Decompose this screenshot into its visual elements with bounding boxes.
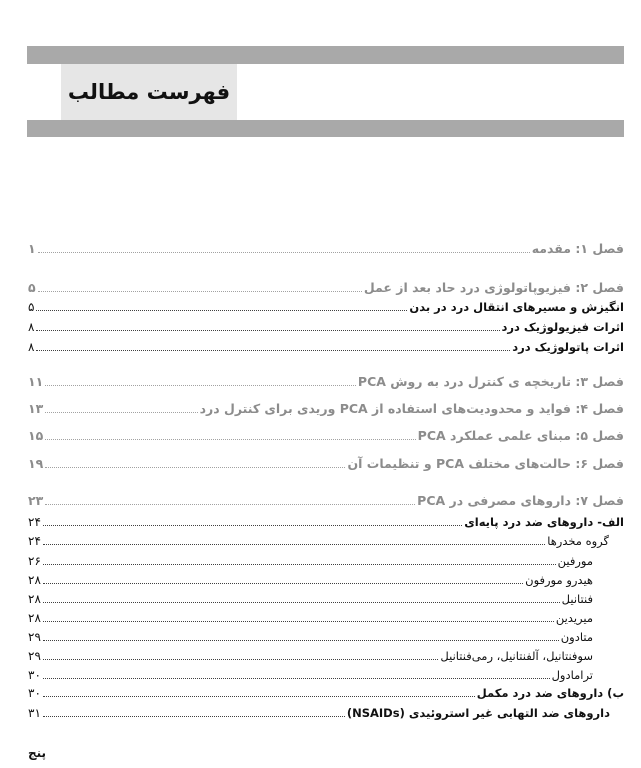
toc-entry-title: اثرات پاتولوژیک درد: [512, 340, 624, 354]
toc-page-number: ۸: [28, 320, 35, 334]
toc-entry-title: فصل ۲: فیزیوپاتولوژی درد حاد بعد از عمل: [363, 280, 624, 295]
toc-entry-title: مورفین: [557, 554, 593, 568]
toc-page-number: ۵: [28, 280, 36, 295]
dot-leader: [43, 715, 345, 717]
toc-page-number: ۲۶: [28, 554, 41, 568]
dot-leader: [43, 582, 523, 584]
toc-chapter-entry[interactable]: [28, 373, 624, 391]
toc-entry-title: هیدرو مورفون: [525, 573, 593, 587]
toc-entry-title: الف- داروهای ضد درد پایه‌ای: [464, 515, 624, 529]
toc-entry[interactable]: [28, 338, 624, 356]
toc-entry[interactable]: [28, 552, 593, 570]
toc-entry-title: فنتانیل: [561, 592, 593, 606]
toc-entry[interactable]: [28, 532, 609, 550]
dot-leader: [43, 601, 560, 603]
toc-entry[interactable]: [28, 628, 593, 646]
toc-page-number: ۲۸: [28, 611, 41, 625]
toc-page-number: ۱۵: [28, 428, 44, 443]
toc-page-number: ۵: [28, 300, 35, 314]
toc-entry-title: ب) داروهای ضد درد مکمل: [476, 686, 624, 700]
dot-leader: [43, 563, 556, 565]
dot-leader: [45, 384, 356, 386]
toc-chapter-entry[interactable]: [28, 279, 624, 297]
dot-leader: [45, 503, 415, 505]
dot-leader: [36, 329, 499, 331]
dot-leader: [43, 620, 554, 622]
dot-leader: [45, 411, 197, 413]
toc-page-number: ۲۸: [28, 592, 41, 606]
toc-entry-title: فصل ۳: تاریخچه ی کنترل درد به روش PCA: [357, 374, 624, 389]
toc-entry-title: ترامادول: [551, 668, 593, 682]
toc-page-number: ۲۴: [28, 534, 41, 548]
dot-leader: [45, 466, 345, 468]
dot-leader: [43, 658, 439, 660]
toc-chapter-entry[interactable]: [28, 400, 624, 418]
toc-page-number: ۱۱: [28, 374, 44, 389]
toc-entry-title: فصل ۶: حالت‌های مختلف PCA و تنظیمات آن: [347, 456, 624, 471]
toc-chapter-entry[interactable]: [28, 427, 624, 445]
toc-page-number: ۲۹: [28, 649, 41, 663]
dot-leader: [43, 695, 475, 697]
toc-page-number: ۸: [28, 340, 35, 354]
dot-leader: [43, 639, 559, 641]
dot-leader: [36, 309, 407, 311]
toc-entry-title: انگیزش و مسیرهای انتقال درد در بدن: [409, 300, 624, 314]
toc-entry[interactable]: [28, 647, 593, 665]
toc-entry-title: اثرات فیزیولوژیک درد: [501, 320, 624, 334]
toc-entry-title: داروهای ضد التهابی غیر استروئیدی (NSAIDs): [346, 706, 610, 720]
toc-page-number: ۱۳: [28, 401, 44, 416]
toc-page-number: ۳۱: [28, 706, 41, 720]
toc-chapter-entry[interactable]: [28, 455, 624, 473]
dot-leader: [43, 524, 462, 526]
toc-entry-title: گروه مخدرها: [547, 534, 609, 548]
toc-entry[interactable]: [28, 298, 624, 316]
toc-entry-title: فصل ۵: مبنای علمی عملکرد PCA: [417, 428, 624, 443]
toc-entry[interactable]: [28, 704, 610, 722]
toc-entry[interactable]: [28, 666, 593, 684]
toc-entry-title: فصل ۱: مقدمه: [531, 241, 624, 256]
toc-chapter-entry[interactable]: [28, 492, 624, 510]
toc-entry[interactable]: [28, 609, 593, 627]
dot-leader: [38, 290, 362, 292]
dot-leader: [43, 543, 545, 545]
toc-entry[interactable]: [28, 590, 593, 608]
toc-chapter-entry[interactable]: [28, 240, 624, 258]
toc-page-number: ۱: [28, 241, 36, 256]
page-number-footer: پنج: [28, 746, 47, 760]
toc-entry[interactable]: [28, 571, 593, 589]
toc-entry[interactable]: [28, 318, 624, 336]
toc-page-number: ۲۴: [28, 515, 41, 529]
toc-entry-title: میریدین: [555, 611, 593, 625]
toc-entry[interactable]: [28, 513, 624, 531]
toc-page-number: ۲۹: [28, 630, 41, 644]
toc-entry[interactable]: [28, 684, 624, 702]
toc-entry-title: سوفنتانیل، آلفنتانیل، رمی‌فنتانیل: [440, 649, 593, 663]
toc-entry-title: متادون: [560, 630, 593, 644]
toc-page-number: ۳۰: [28, 686, 41, 700]
toc-entry-title: فصل ۴: فواید و محدودیت‌های استفاده از PCA وریدی برای کنترل درد: [199, 401, 624, 416]
dot-leader: [45, 438, 415, 440]
toc-entry-title: فصل ۷: داروهای مصرفی در PCA: [417, 493, 624, 508]
toc-page-number: ۳۰: [28, 668, 41, 682]
toc-page-number: ۲۳: [28, 493, 44, 508]
dot-leader: [43, 677, 550, 679]
toc-page-number: ۲۸: [28, 573, 41, 587]
page-title: فهرست مطالب: [67, 80, 231, 104]
toc-page-number: ۱۹: [28, 456, 44, 471]
dot-leader: [38, 251, 530, 253]
dot-leader: [36, 349, 510, 351]
